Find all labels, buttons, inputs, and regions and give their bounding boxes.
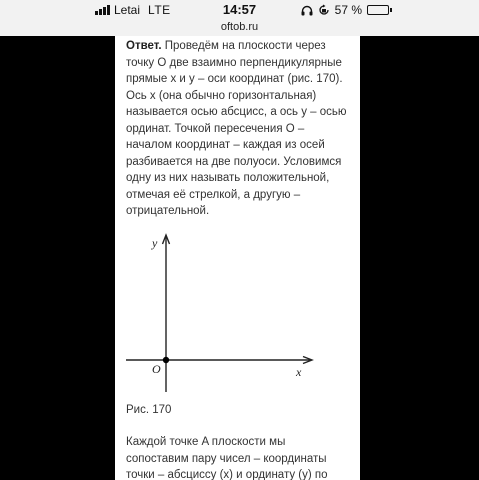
network-type: LTE bbox=[148, 3, 171, 17]
figure-caption: Рис. 170 bbox=[126, 403, 172, 416]
address-bar[interactable] bbox=[0, 20, 479, 36]
x-axis-label: x bbox=[296, 364, 302, 379]
headphones-icon bbox=[301, 5, 313, 16]
status-right bbox=[301, 3, 392, 17]
answer-label: Ответ. bbox=[126, 40, 162, 52]
coordinate-axes-figure bbox=[126, 232, 351, 400]
battery-icon bbox=[367, 5, 392, 15]
status-bar bbox=[0, 0, 479, 20]
battery-percent: 57 % bbox=[334, 3, 362, 17]
axes-drawing bbox=[126, 232, 351, 400]
carrier-name: Letai bbox=[114, 3, 141, 17]
coordinates-paragraph: Каждой точке A плоскости мы сопоставим пару чисел – координаты точки – абсциссу (x) и ординату (y) по bbox=[126, 436, 328, 480]
answer-paragraph bbox=[126, 38, 350, 220]
url-text: oftob.ru bbox=[220, 21, 259, 33]
origin-point bbox=[163, 356, 169, 362]
origin-label: O bbox=[152, 361, 161, 376]
status-time: 14:57 bbox=[222, 2, 257, 17]
orientation-lock-icon bbox=[318, 4, 330, 16]
answer-text: Проведём на плоскости через точку O две взаимно перпендикулярные прямые x и y – оси координат (рис. 170). Ось x (она обычно горизонтальная) называется осью абсцисс, а ось y – осью ординат. Точкой пересечения O – началом координат – каждая из осей разбивается на две полуоси. Условимся одну из них называть положительной, отмечая её стрелкой, а другую – отрицательной. bbox=[126, 40, 347, 217]
article-content bbox=[115, 36, 360, 480]
y-axis-label: y bbox=[152, 235, 158, 250]
